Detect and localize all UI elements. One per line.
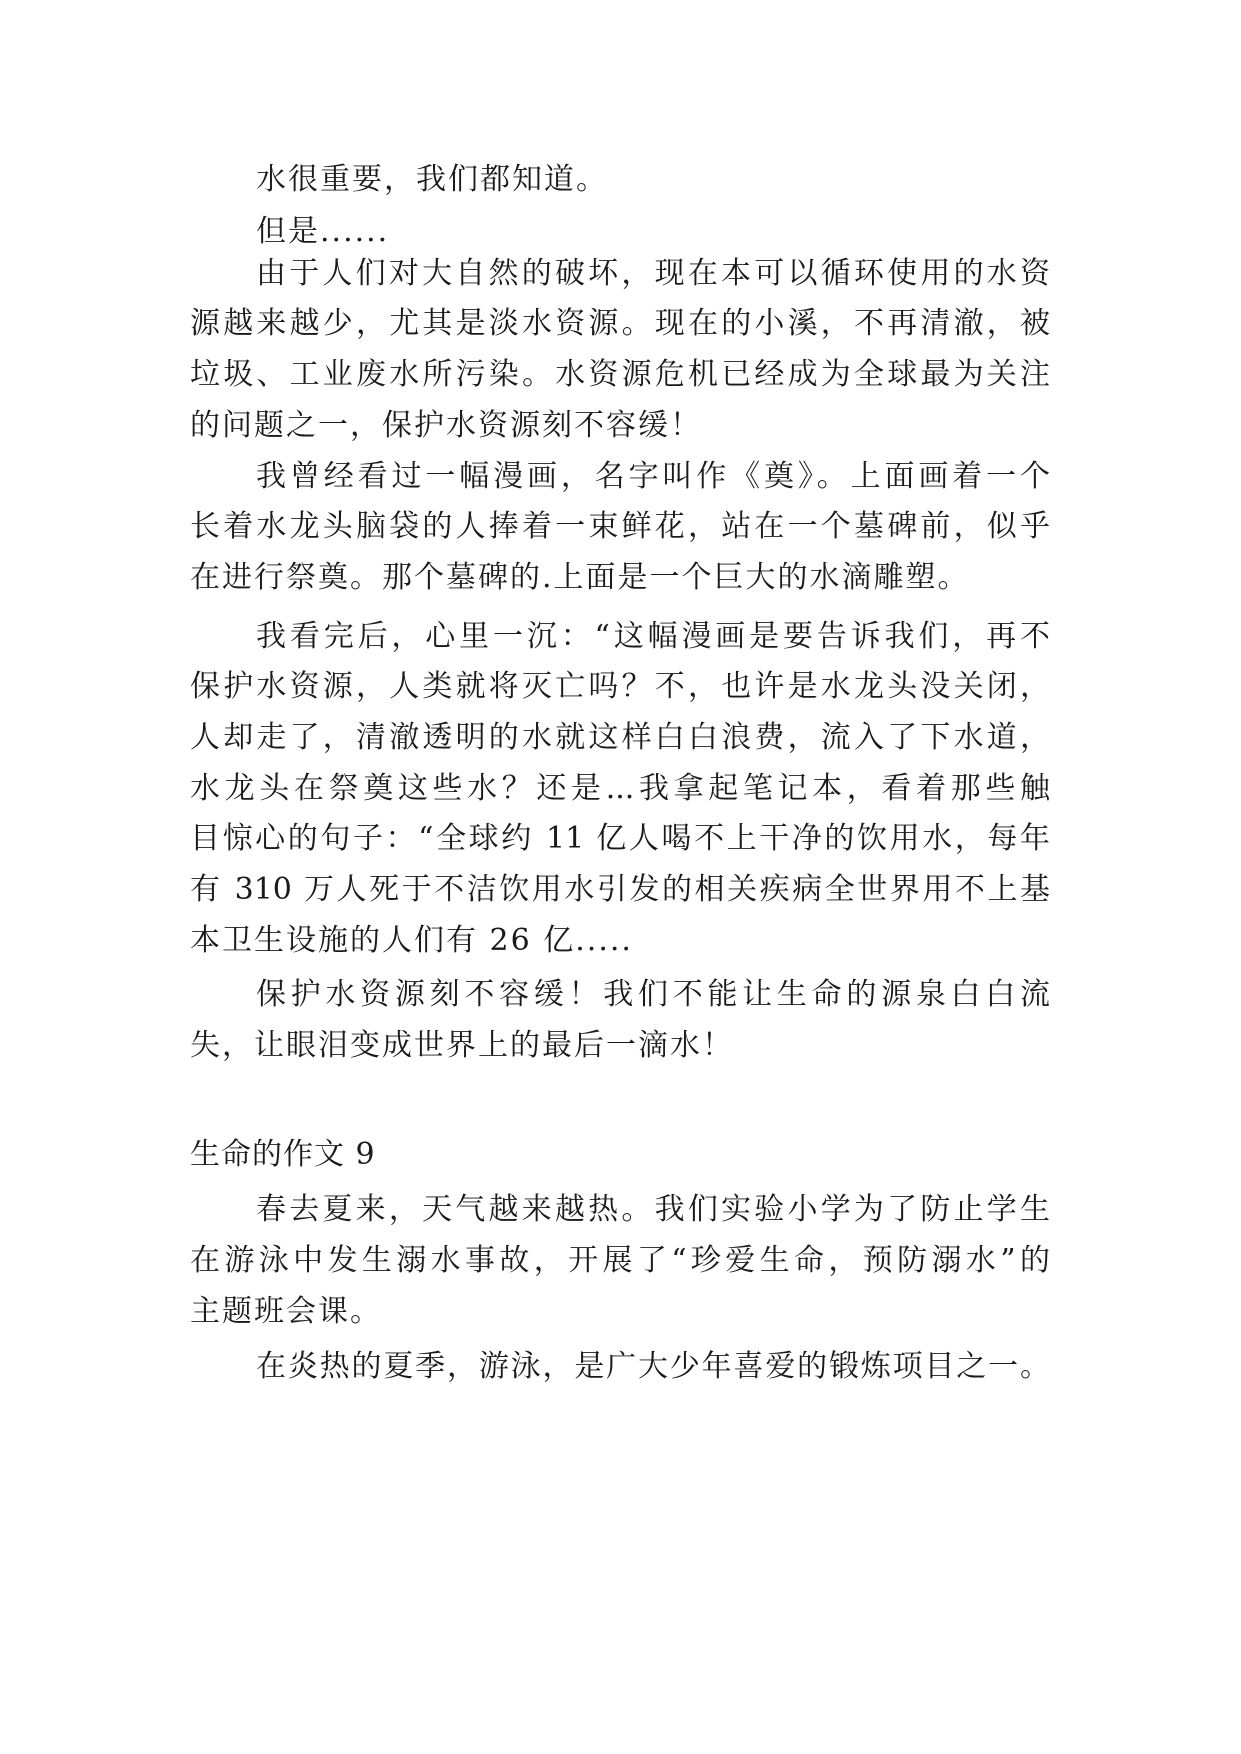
paragraph-line: 我曾经看过一幅漫画，名字叫作《奠》。上面画着一个 bbox=[256, 459, 1050, 494]
paragraph-line: 的问题之一，保护水资源刻不容缓！ bbox=[190, 408, 702, 443]
paragraph-line: 在游泳中发生溺水事故，开展了“珍爱生命，预防溺水”的 bbox=[190, 1243, 1050, 1278]
paragraph-line: 但是...... bbox=[256, 214, 390, 249]
paragraph-line: 源越来越少，尤其是淡水资源。现在的小溪，不再清澈，被 bbox=[190, 306, 1050, 341]
paragraph-line: 本卫生设施的人们有 26 亿..... bbox=[190, 923, 633, 958]
paragraph-line: 在进行祭奠。那个墓碑的.上面是一个巨大的水滴雕塑。 bbox=[190, 560, 970, 595]
paragraph-line: 春去夏来，天气越来越热。我们实验小学为了防止学生 bbox=[256, 1192, 1050, 1227]
paragraph-line: 人却走了，清澈透明的水就这样白白浪费，流入了下水道， bbox=[190, 720, 1050, 755]
paragraph-line: 有 310 万人死于不洁饮用水引发的相关疾病全世界用不上基 bbox=[190, 872, 1050, 907]
paragraph-line: 失，让眼泪变成世界上的最后一滴水！ bbox=[190, 1028, 734, 1063]
paragraph-line: 垃圾、工业废水所污染。水资源危机已经成为全球最为关注 bbox=[190, 357, 1050, 392]
paragraph-line: 由于人们对大自然的破坏，现在本可以循环使用的水资 bbox=[256, 256, 1050, 291]
paragraph-line: 水很重要，我们都知道。 bbox=[256, 162, 608, 197]
paragraph-line: 保护水资源，人类就将灭亡吗？不，也许是水龙头没关闭， bbox=[190, 669, 1050, 704]
paragraph-line: 水龙头在祭奠这些水？还是...我拿起笔记本，看着那些触 bbox=[190, 771, 1050, 806]
section-heading: 生命的作文 9 bbox=[190, 1137, 376, 1172]
paragraph-line: 保护水资源刻不容缓！我们不能让生命的源泉白白流 bbox=[256, 977, 1050, 1012]
paragraph-line: 长着水龙头脑袋的人捧着一束鲜花，站在一个墓碑前，似乎 bbox=[190, 509, 1050, 544]
paragraph-line: 在炎热的夏季，游泳，是广大少年喜爱的锻炼项目之一。 bbox=[256, 1349, 1050, 1384]
paragraph-line: 主题班会课。 bbox=[190, 1294, 382, 1329]
paragraph-line: 目惊心的句子：“全球约 11 亿人喝不上干净的饮用水，每年 bbox=[190, 821, 1050, 856]
paragraph-line: 我看完后，心里一沉：“这幅漫画是要告诉我们，再不 bbox=[256, 619, 1050, 654]
